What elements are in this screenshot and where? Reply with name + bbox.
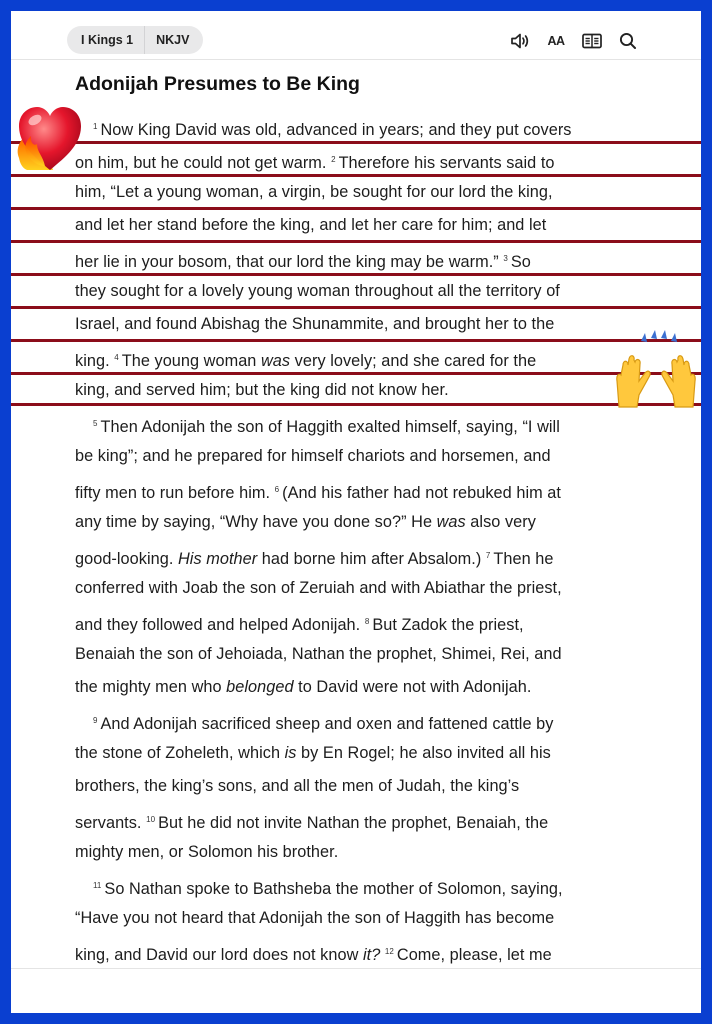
verse-text: her lie in your bosom, that our lord the king may be warm.” [75, 253, 504, 271]
verse-text: So [510, 253, 531, 271]
verse-text: mighty men, or Solomon his brother. [75, 843, 339, 861]
verse-line[interactable] [75, 143, 645, 176]
verse-line[interactable] [75, 737, 645, 770]
italic-text: it? [362, 946, 381, 964]
verse-number: 6 [274, 485, 280, 494]
verse-line[interactable] [75, 935, 645, 968]
verse-line[interactable] [75, 275, 645, 308]
verse-line[interactable] [75, 440, 645, 473]
verse-line[interactable] [75, 374, 645, 407]
verse-number: 11 [93, 881, 102, 890]
verse-line[interactable] [75, 308, 645, 341]
italic-text: was [261, 352, 291, 370]
verse-line[interactable] [75, 836, 645, 869]
verse-text: “Have you not heard that Adonijah the son of Haggith has become [75, 909, 555, 927]
verse-line[interactable] [75, 902, 645, 935]
verse-text: had borne him after Absalom.) [257, 550, 486, 568]
verse-text: good-looking. [75, 550, 178, 568]
verse-line[interactable] [75, 209, 645, 242]
verse-number: 8 [364, 617, 370, 626]
verse-line[interactable] [75, 671, 645, 704]
reader-screen [11, 11, 701, 1013]
toolbar-actions [495, 30, 639, 52]
verse-text: they sought for a lovely young woman throughout all the territory of [75, 282, 560, 300]
verse-number: 7 [485, 551, 491, 560]
verse-text: The young woman [121, 352, 261, 370]
verse-text: servants. [75, 814, 147, 832]
verse-text: the mighty men who [75, 678, 227, 696]
verse-line[interactable] [75, 869, 645, 902]
italic-text: belonged [226, 678, 294, 696]
verse-text: Benaiah the son of Jehoiada, Nathan the prophet, Shimei, Rei, and [75, 645, 562, 663]
top-toolbar [11, 11, 701, 60]
verse-number: 1 [93, 122, 98, 131]
italic-text: His mother [177, 550, 258, 568]
verse-line[interactable] [75, 341, 645, 374]
verse-text: to David were not with Adonijah. [293, 678, 532, 696]
verse-text: But he did not invite Nathan the prophet, Benaiah, the [158, 814, 549, 832]
verse-text: king. [75, 352, 115, 370]
verse-number: 10 [146, 815, 156, 824]
verse-text: So Nathan spoke to Bathsheba the mother of Solomon, saying, [104, 880, 563, 898]
verse-line[interactable] [75, 242, 645, 275]
verse-line[interactable] [75, 110, 645, 143]
verse-text: Then Adonijah the son of Haggith exalted himself, saying, “I will [100, 418, 560, 436]
verse-text: Then he [493, 550, 554, 568]
verse-text: and they followed and helped Adonijah. [75, 616, 365, 634]
heart-on-fire-emoji [13, 96, 87, 176]
verse-text: king, and served him; but the king did not know her. [75, 381, 449, 399]
passage-content [75, 70, 645, 968]
verse-text: fifty men to run before him. [75, 484, 275, 502]
verse-number: 5 [93, 419, 98, 428]
verse-text: also very [465, 513, 536, 531]
verse-line[interactable] [75, 176, 645, 209]
verse-text: Israel, and found Abishag the Shunammite, and brought her to the [75, 315, 555, 333]
verse-line[interactable] [75, 803, 645, 836]
verse-text: very lovely; and she cared for the [290, 352, 537, 370]
verse-text: Now King David was old, advanced in years; and they put covers [100, 121, 572, 139]
verse-number: 9 [93, 716, 98, 725]
verse-text: But Zadok the priest, [372, 616, 524, 634]
verse-line[interactable] [75, 770, 645, 803]
verse-text: conferred with Joab the son of Zeruiah and with Abiathar the priest, [75, 579, 562, 597]
passage-text [75, 110, 645, 968]
verse-text: on him, but he could not get warm. [75, 154, 332, 172]
verse-line[interactable] [75, 638, 645, 671]
italic-text: was [436, 513, 466, 531]
verse-line[interactable] [75, 473, 645, 506]
verse-text: by En Rogel; he also invited all his [296, 744, 551, 762]
verse-number: 3 [503, 254, 508, 263]
book-chapter-button[interactable]: I Kings 1 [81, 33, 134, 47]
bottom-bar [11, 968, 701, 1013]
verse-text: the stone of Zoheleth, which [75, 744, 285, 762]
italic-text: is [284, 744, 297, 762]
verse-line[interactable] [75, 539, 645, 572]
verse-line[interactable] [75, 506, 645, 539]
verse-text: be king”; and he prepared for himself chariots and horsemen, and [75, 447, 551, 465]
verse-number: 4 [114, 353, 119, 362]
verse-text: (And his father had not rebuked him at [282, 484, 561, 502]
verse-text: Therefore his servants said to [338, 154, 555, 172]
verse-line[interactable] [75, 605, 645, 638]
verse-text: king, and David our lord does not know [75, 946, 363, 964]
section-heading: Adonijah Presumes to Be King [75, 73, 360, 95]
verse-text: and let her stand before the king, and let her care for him; and let [75, 216, 547, 234]
version-button[interactable]: NKJV [156, 33, 190, 47]
speaker-icon[interactable] [509, 30, 531, 52]
verse-number: 2 [331, 155, 336, 164]
passage-selector [67, 26, 203, 54]
verse-text: brothers, the king’s sons, and all the men of Judah, the king’s [75, 777, 520, 795]
verse-text: him, “Let a young woman, a virgin, be sought for our lord the king, [75, 183, 553, 201]
verse-text: Come, please, let me [396, 946, 552, 964]
parallel-view-icon[interactable] [581, 30, 603, 52]
raising-hands-emoji [611, 329, 701, 409]
verse-number: 12 [384, 947, 394, 956]
verse-line[interactable] [75, 407, 645, 440]
verse-text: And Adonijah sacrificed sheep and oxen and fattened cattle by [100, 715, 554, 733]
verse-line[interactable] [75, 704, 645, 737]
verse-line[interactable] [75, 572, 645, 605]
font-size-icon[interactable]: AA [547, 34, 565, 48]
verse-text: any time by saying, “Why have you done so?” He [75, 513, 437, 531]
search-icon[interactable] [617, 30, 639, 52]
